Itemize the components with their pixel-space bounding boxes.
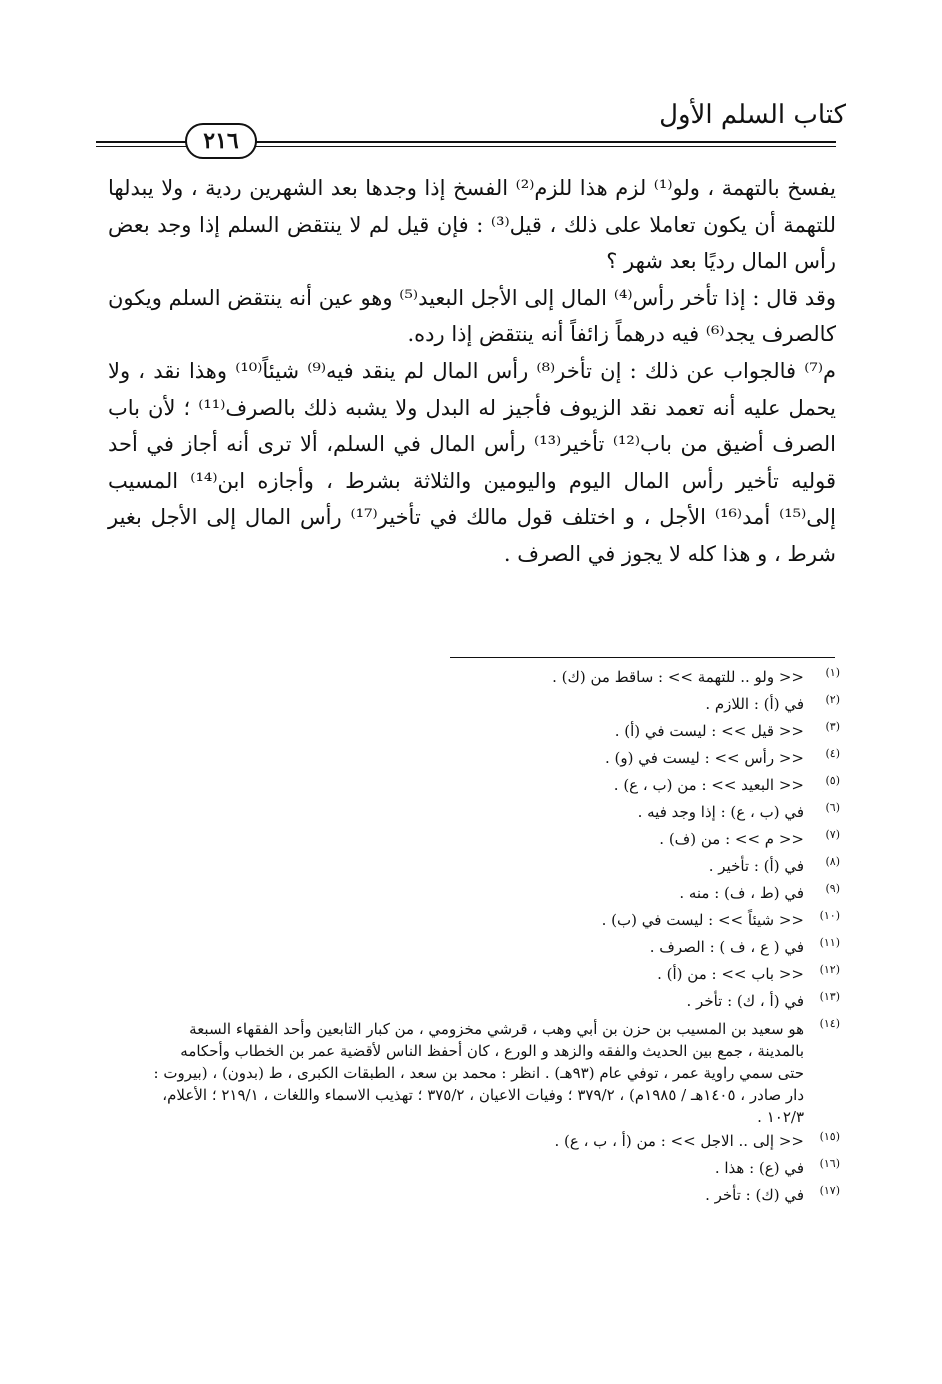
footnote-text: في (ب ، ع) : إذا وجد فيه . <box>637 803 804 821</box>
footnote-number: (٦) <box>825 801 840 814</box>
footnote-number: (١٠) <box>819 909 840 922</box>
main-text <box>108 170 836 573</box>
page-number-badge: ٢١٦ <box>185 123 257 159</box>
footnote-number: (١٥) <box>819 1130 840 1143</box>
footnote-text: << م >> : من (ف) . <box>659 830 804 848</box>
footnote-number: (١) <box>825 666 840 679</box>
footnote-text: في (أ ، ك) : تأخر . <box>686 992 804 1010</box>
footnote-number: (٢) <box>825 693 840 706</box>
body-paragraph-2: وقد قال : إذا تأخر رأس⁽⁴⁾ المال إلى الأجل البعيد⁽⁵⁾ وهو عين أنه ينتقض السلم ويكون كالصرف يجد⁽⁶⁾ فيه درهماً زائفاً أنه ينتقض إذا رده. <box>108 285 837 347</box>
footnote-text: هو سعيد بن المسيب بن حزن بن أبي وهب ، قرشي مخزومي ، من كبار التابعين وأحد الفقهاء السبعة بالمدينة ، جمع بين الحديث والفقه والزهد و الورع ، كان أحفظ الناس لأقضية عمر بن الخطاب وأحكامه حتى سمي راوية عمر ، توفي عام (٩٣هـ) . انظر : محمد بن سعد ، الطبقات الكبرى ، ط (بدون) ، (بيروت : دار صادر ، ١٤٠٥هـ / ١٩٨٥م) ، ٣٧٩/٢ ؛ وفيات الاعيان ، ٣٧٥/٢ ؛ تهذيب الاسماء واللغات ، ٢١٩/١ ؛ الأعلام، ١٠٢/٣ . <box>153 1020 804 1126</box>
footnote-text: في (ط ، ف) : منه . <box>679 884 804 902</box>
footnote-item <box>150 772 840 799</box>
footnote-item <box>150 664 840 691</box>
footnote-text: << البعيد >> : من (ب ، ع) . <box>613 776 804 794</box>
body-paragraph-3: م⁽⁷⁾ فالجواب عن ذلك : إن تأخر⁽⁸⁾ رأس المال لم ينقد فيه⁽⁹⁾ شيئاً⁽¹⁰⁾ وهذا نقد ، ولا يحمل عليه أنه تعمد نقد الزيوف فأجيز له البدل ولا يشبه ذلك بالصرف⁽¹¹⁾ ؛ لأن باب الصرف أضيق من باب⁽¹²⁾ تأخير⁽¹³⁾ رأس المال في السلم، ألا ترى أنه أجاز في أحد قوليه تأخير رأس المال اليوم واليومين والثلاثة بشرط ، وأجازه ابن⁽¹⁴⁾ المسيب إلى⁽¹⁵⁾ أمد⁽¹⁶⁾ الأجل ، و اختلف قول مالك في تأخير⁽¹⁷⁾ رأس المال إلى الأجل بغير شرط ، و هذا كله لا يجوز في الصرف . <box>108 358 837 566</box>
footnote-text: << باب >> : من (أ) . <box>657 965 804 983</box>
footnote-item <box>150 934 840 961</box>
footnote-text: << قيل >> : ليست في (أ) . <box>614 722 804 740</box>
footnote-item <box>150 1128 840 1155</box>
footnote-text: << رأس >> : ليست في (و) . <box>604 749 804 767</box>
footnotes-list <box>150 664 840 1209</box>
footnote-text: في (أ) : اللازم . <box>705 695 804 713</box>
footnote-text: << شيئاً >> : ليست في (ب) . <box>601 911 804 929</box>
body-paragraph-1: يفسخ بالتهمة ، ولو⁽¹⁾ لزم هذا للزم⁽²⁾ الفسخ إذا وجدها بعد الشهرين ردية ، ولا يبدلها للتهمة أن يكون تعاملا على ذلك ، قيل⁽³⁾ : فإن قيل لم لا ينتقض السلم إذا وجد بعض رأس المال رديًا بعد شهر ؟ <box>108 176 837 274</box>
footnote-number: (٥) <box>825 774 840 787</box>
footnote-number: (١١) <box>819 936 840 949</box>
footnote-item <box>150 988 840 1015</box>
footnote-number: (١٦) <box>819 1157 840 1170</box>
footnote-item <box>150 961 840 988</box>
footnote-item <box>150 907 840 934</box>
footnote-number: (٨) <box>825 855 840 868</box>
footnote-item <box>150 880 840 907</box>
footnote-item-biography <box>150 1015 840 1128</box>
footnote-item <box>150 1155 840 1182</box>
footnote-item <box>150 826 840 853</box>
footnote-item <box>150 1182 840 1209</box>
footnote-item <box>150 745 840 772</box>
footnote-text: في ( ع ، ف ) : الصرف . <box>649 938 804 956</box>
footnote-number: (١٧) <box>819 1184 840 1197</box>
footnote-number: (٣) <box>825 720 840 733</box>
footnote-item <box>150 799 840 826</box>
footnote-separator <box>450 657 835 658</box>
footnote-number: (١٤) <box>819 1017 840 1030</box>
footnote-text: في (ع) : هذا . <box>714 1159 804 1177</box>
footnote-item <box>150 853 840 880</box>
running-header-title: كتاب السلم الأول <box>659 100 846 130</box>
footnote-number: (٩) <box>825 882 840 895</box>
footnote-number: (٧) <box>825 828 840 841</box>
footnote-text: في (أ) : تأخير . <box>708 857 804 875</box>
footnote-number: (٤) <box>825 747 840 760</box>
footnote-item <box>150 691 840 718</box>
footnote-text: في (ك) : تأخر . <box>705 1186 804 1204</box>
footnote-number: (١٢) <box>819 963 840 976</box>
footnote-item <box>150 718 840 745</box>
footnote-text: << ولو .. للتهمة >> : ساقط من (ك) . <box>552 668 804 686</box>
footnote-number: (١٣) <box>819 990 840 1003</box>
footnote-text: << إلى .. الاجل >> : من (أ ، ب ، ع) . <box>554 1132 804 1150</box>
